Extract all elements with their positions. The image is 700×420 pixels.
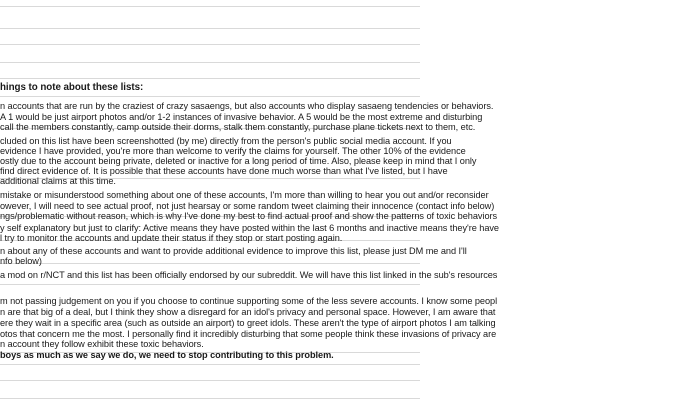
- row-divider: [0, 6, 420, 7]
- note-line: a mod on r/NCT and this list has been officially endorsed by our subreddit. We will have this list linked in the sub's resources: [0, 270, 498, 280]
- note-line: ngs/problematic without reason, which is why I've done my best to find actual proof and show the patterns of toxic behaviors: [0, 211, 498, 221]
- notes-heading: hings to note about these lists:: [0, 82, 144, 93]
- row-divider: [0, 380, 420, 381]
- note-line: find direct evidence of. It is possible that these accounts have done much worse than what I've listed, but I have: [0, 166, 448, 176]
- note-line: otos that concern me the most. I personally find it incredibly disturbing that some people think these invasions of privacy are: [0, 329, 497, 339]
- note-line: evidence I have provided, you're more than welcome to verify the claims for yourself. The other 10% of the evidence: [0, 146, 466, 156]
- note-line: n account they follow exhibit these toxic behaviors.: [0, 339, 204, 349]
- note-line: call the members constantly, camp outside their dorms, stalk them constantly, purchase plane tickets next to them, etc.: [0, 122, 476, 132]
- note-line: n about any of these accounts and want to provide additional evidence to improve this list, please just DM me and I'll: [0, 246, 467, 256]
- row-divider: [0, 96, 420, 97]
- row-divider: [0, 62, 420, 63]
- row-divider: [0, 78, 420, 79]
- note-line: l try to monitor the accounts and update their status if they stop or start posting again.: [0, 233, 343, 243]
- note-line: n are that big of a deal, but I think they show a disregard for an idol's privacy and personal space. However, I am aware that: [0, 307, 496, 317]
- note-line-emphasis: boys as much as we say we do, we need to stop contributing to this problem.: [0, 350, 334, 360]
- note-line: ostly due to the account being private, deleted or inactive for a long period of time. Also, please keep in mind that I only: [0, 156, 477, 166]
- row-divider: [0, 284, 420, 285]
- note-line: nfo below): [0, 256, 42, 266]
- note-line: owever, I will need to see actual proof, not just hearsay or some random tweet claiming their innocence (contact info below): [0, 201, 495, 211]
- note-line: additional claims at this time.: [0, 176, 116, 186]
- row-divider: [0, 398, 420, 399]
- row-divider: [0, 28, 420, 29]
- note-line: m not passing judgement on you if you choose to continue supporting some of the less severe accounts. I know some peopl: [0, 296, 498, 306]
- row-divider: [0, 364, 420, 365]
- note-line: ere they wait in a specific area (such as outside an airport) to greet idols. These aren't the type of airport photos I am talking: [0, 318, 496, 328]
- row-divider: [0, 44, 420, 45]
- note-line: A 1 would be just airport photos and/or 1-2 instances of invasive behavior. A 5 would be the most extreme and disturbing: [0, 112, 483, 122]
- note-line: y self explanatory but just to clarify: Active means they have posted within the last 6 months and inactive means they're have: [0, 223, 499, 233]
- note-line: mistake or misunderstood something about one of these accounts, I'm more than willing to hear you out and/or reconsider: [0, 190, 489, 200]
- note-line: cluded on this list have been screenshotted (by me) directly from the person's public social media account. If you: [0, 136, 452, 146]
- note-line: n accounts that are run by the craziest of crazy sasaengs, but also accounts who display sasaeng tendencies or behaviors.: [0, 101, 494, 111]
